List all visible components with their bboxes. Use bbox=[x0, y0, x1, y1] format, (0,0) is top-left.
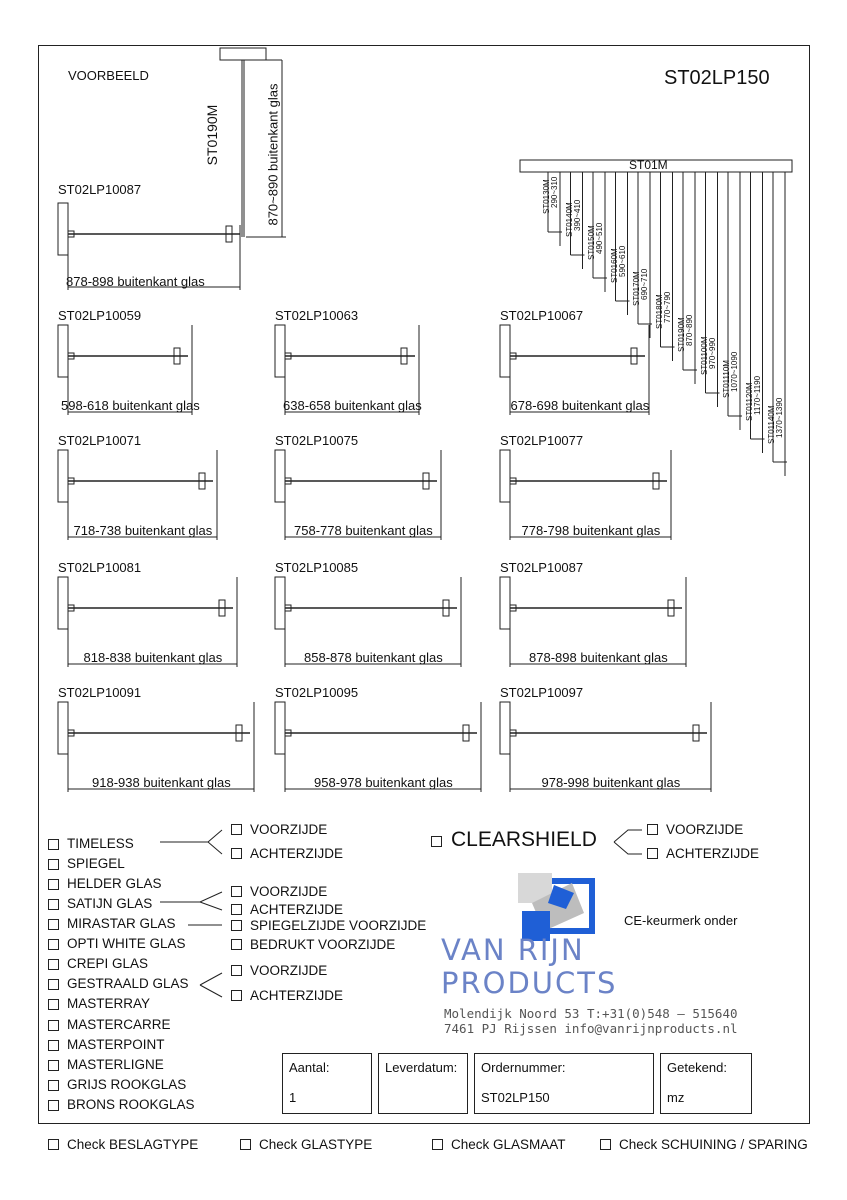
glass-type-checkbox[interactable] bbox=[48, 1100, 59, 1111]
ce-label: CE-keurmerk onder bbox=[624, 913, 738, 928]
panel-width: 718-738 buitenkant glas bbox=[73, 523, 213, 538]
panel-code: ST02LP10091 bbox=[58, 685, 142, 700]
timeless-back-label: ACHTERZIJDE bbox=[250, 846, 344, 861]
example-width: 878-898 buitenkant glas bbox=[66, 274, 205, 289]
aantal-value: 1 bbox=[289, 1090, 297, 1105]
panel-wall bbox=[275, 325, 285, 377]
panel-code: ST02LP10067 bbox=[500, 308, 584, 323]
company-name-1: VAN RIJN bbox=[441, 933, 585, 967]
rod-code: ST0190M bbox=[677, 317, 686, 352]
leverdatum-label: Leverdatum: bbox=[385, 1060, 458, 1075]
rod-range: 770~790 bbox=[662, 291, 672, 323]
rod-code: ST0140M bbox=[564, 202, 574, 237]
panel-width: 818-838 buitenkant glas bbox=[83, 650, 223, 665]
clearshield-label: CLEARSHIELD bbox=[451, 828, 597, 851]
glass-type-checkbox[interactable] bbox=[48, 959, 59, 970]
gestraald-back-label: ACHTERZIJDE bbox=[250, 988, 344, 1003]
panel-code: ST02LP10087 bbox=[500, 560, 584, 575]
panel-wall bbox=[500, 702, 510, 754]
mirastar-checkbox[interactable] bbox=[231, 920, 242, 931]
clearshield-front-label: VOORZIJDE bbox=[666, 822, 744, 837]
timeless-back-checkbox[interactable] bbox=[231, 848, 242, 859]
clearshield-checkbox[interactable] bbox=[431, 836, 442, 847]
getekend-box bbox=[660, 1053, 752, 1114]
check-glastype-label: Check GLASTYPE bbox=[259, 1137, 373, 1152]
rod-range: 290~310 bbox=[550, 176, 559, 208]
ordernummer-box bbox=[474, 1053, 654, 1114]
leverdatum-box bbox=[378, 1053, 468, 1114]
glass-type-checkbox[interactable] bbox=[48, 859, 59, 870]
example-height: 870~890 buitenkant glas bbox=[265, 83, 281, 226]
glass-type-label: MASTERPOINT bbox=[67, 1037, 165, 1052]
rods-top-label: ST01M bbox=[629, 158, 668, 172]
panel-wall bbox=[58, 325, 68, 377]
panel-code: ST02LP10097 bbox=[500, 685, 584, 700]
rod-range: 1370~1390 bbox=[775, 397, 784, 438]
panel-wall bbox=[500, 450, 510, 502]
rod-range: 690~710 bbox=[640, 268, 649, 300]
panel-width: 978-998 buitenkant glas bbox=[541, 775, 681, 790]
address-line-2: 7461 PJ Rijssen info@vanrijnproducts.nl bbox=[444, 1021, 738, 1036]
glass-type-label: SATIJN GLAS bbox=[67, 896, 153, 911]
timeless-front-label: VOORZIJDE bbox=[250, 822, 328, 837]
rod-code: ST0130M bbox=[542, 179, 551, 214]
glass-type-label: CREPI GLAS bbox=[67, 956, 149, 971]
clearshield-front-checkbox[interactable] bbox=[647, 824, 658, 835]
panel-code: ST02LP10077 bbox=[500, 433, 584, 448]
gestraald-back-checkbox[interactable] bbox=[231, 990, 242, 1001]
glass-type-checkbox[interactable] bbox=[48, 939, 59, 950]
panel-wall bbox=[275, 702, 285, 754]
glass-type-checkbox[interactable] bbox=[48, 919, 59, 930]
example-code: ST02LP10087 bbox=[58, 182, 142, 197]
panel-width: 598-618 buitenkant glas bbox=[61, 398, 200, 413]
panel-wall bbox=[275, 577, 285, 629]
panel-wall bbox=[58, 702, 68, 754]
rod-code: ST0160M bbox=[609, 248, 619, 283]
getekend-label: Getekend: bbox=[667, 1060, 727, 1075]
opti-label: BEDRUKT VOORZIJDE bbox=[250, 937, 396, 952]
aantal-box bbox=[282, 1053, 372, 1114]
panel-width: 918-938 buitenkant glas bbox=[92, 775, 231, 790]
panel-code: ST02LP10059 bbox=[58, 308, 142, 323]
rod-range: 490~510 bbox=[595, 222, 604, 254]
rod-code: ST0170M bbox=[632, 271, 641, 306]
panel-code: ST02LP10085 bbox=[275, 560, 359, 575]
glass-type-label: MIRASTAR GLAS bbox=[67, 916, 176, 931]
glass-type-checkbox[interactable] bbox=[48, 999, 59, 1010]
gestraald-front-label: VOORZIJDE bbox=[250, 963, 328, 978]
panel-wall bbox=[275, 450, 285, 502]
glass-type-label: OPTI WHITE GLAS bbox=[67, 936, 186, 951]
ordernummer-label: Ordernummer: bbox=[481, 1060, 566, 1075]
ordernummer-value: ST02LP150 bbox=[481, 1090, 550, 1105]
timeless-front-checkbox[interactable] bbox=[231, 824, 242, 835]
glass-type-label: GRIJS ROOKGLAS bbox=[67, 1077, 187, 1092]
panel-width: 858-878 buitenkant glas bbox=[304, 650, 443, 665]
check-beslagtype-checkbox[interactable] bbox=[48, 1139, 59, 1150]
glass-type-checkbox[interactable] bbox=[48, 1020, 59, 1031]
panel-code: ST02LP10075 bbox=[275, 433, 359, 448]
glass-type-checkbox[interactable] bbox=[48, 899, 59, 910]
aantal-label: Aantal: bbox=[289, 1060, 330, 1075]
rod-range: 1070~1090 bbox=[730, 351, 739, 392]
voorbeeld-label: VOORBEELD bbox=[68, 68, 149, 83]
glass-type-checkbox[interactable] bbox=[48, 1060, 59, 1071]
example-vertical-rod: ST0190M bbox=[204, 104, 220, 166]
panel-width: 758-778 buitenkant glas bbox=[294, 523, 433, 538]
clearshield-back-checkbox[interactable] bbox=[647, 848, 658, 859]
satijn-back-checkbox[interactable] bbox=[231, 904, 242, 915]
check-glasmaat-label: Check GLASMAAT bbox=[451, 1137, 566, 1152]
panel-width: 958-978 buitenkant glas bbox=[314, 775, 453, 790]
rod-code: ST01120M bbox=[744, 382, 754, 421]
rod-range: 590~610 bbox=[617, 245, 627, 277]
rod-range: 870~890 bbox=[685, 314, 694, 346]
rod-code: ST0180M bbox=[654, 294, 664, 329]
rod-code: ST01100M bbox=[699, 336, 709, 375]
satijn-front-label: VOORZIJDE bbox=[250, 884, 328, 899]
rod-range: 1170~1190 bbox=[752, 375, 762, 415]
panel-width: 638-658 buitenkant glas bbox=[283, 398, 422, 413]
panel-wall bbox=[58, 450, 68, 502]
check-glasmaat-checkbox[interactable] bbox=[432, 1139, 443, 1150]
glass-type-label: SPIEGEL bbox=[67, 856, 125, 871]
glass-type-checkbox[interactable] bbox=[48, 879, 59, 890]
glass-type-label: MASTERRAY bbox=[67, 996, 151, 1011]
clearshield-back-label: ACHTERZIJDE bbox=[666, 846, 760, 861]
rod-range: 970~990 bbox=[707, 337, 717, 369]
satijn-back-label: ACHTERZIJDE bbox=[250, 902, 344, 917]
glass-type-checkbox[interactable] bbox=[48, 1040, 59, 1051]
panel-width: 778-798 buitenkant glas bbox=[521, 523, 661, 538]
check-schuining-label: Check SCHUINING / SPARING bbox=[619, 1137, 808, 1152]
glass-type-checkbox[interactable] bbox=[48, 979, 59, 990]
glass-type-checkbox[interactable] bbox=[48, 1080, 59, 1091]
glass-type-label: GESTRAALD GLAS bbox=[67, 976, 189, 991]
opti-checkbox[interactable] bbox=[231, 939, 242, 950]
check-beslagtype-label: Check BESLAGTYPE bbox=[67, 1137, 199, 1152]
glass-type-label: HELDER GLAS bbox=[67, 876, 162, 891]
glass-type-checkbox[interactable] bbox=[48, 839, 59, 850]
gestraald-front-checkbox[interactable] bbox=[231, 965, 242, 976]
panel-code: ST02LP10071 bbox=[58, 433, 142, 448]
panel-code: ST02LP10063 bbox=[275, 308, 359, 323]
drawing-code: ST02LP150 bbox=[664, 67, 770, 89]
company-name-2: PRODUCTS bbox=[441, 966, 618, 1000]
glass-type-label: BRONS ROOKGLAS bbox=[67, 1097, 195, 1112]
panel-code: ST02LP10095 bbox=[275, 685, 359, 700]
satijn-front-checkbox[interactable] bbox=[231, 886, 242, 897]
rod-code: ST01110M bbox=[722, 360, 731, 398]
panel-wall bbox=[58, 577, 68, 629]
check-glastype-checkbox[interactable] bbox=[240, 1139, 251, 1150]
rod-code: ST0150M bbox=[587, 225, 596, 260]
glass-type-label: MASTERLIGNE bbox=[67, 1057, 164, 1072]
rod-code: ST01140M bbox=[767, 405, 776, 444]
panel-wall bbox=[500, 325, 510, 377]
glass-type-label: TIMELESS bbox=[67, 836, 134, 851]
getekend-value: mz bbox=[667, 1090, 685, 1105]
mirastar-label: SPIEGELZIJDE VOORZIJDE bbox=[250, 918, 427, 933]
rod-range: 390~410 bbox=[572, 199, 582, 231]
panel-width: 878-898 buitenkant glas bbox=[529, 650, 668, 665]
check-schuining-checkbox[interactable] bbox=[600, 1139, 611, 1150]
panel-width: 678-698 buitenkant glas bbox=[510, 398, 650, 413]
panel-wall bbox=[500, 577, 510, 629]
panel-code: ST02LP10081 bbox=[58, 560, 142, 575]
glass-type-label: MASTERCARRE bbox=[67, 1017, 171, 1032]
address-line-1: Molendijk Noord 53 T:+31(0)548 – 515640 bbox=[444, 1006, 738, 1021]
